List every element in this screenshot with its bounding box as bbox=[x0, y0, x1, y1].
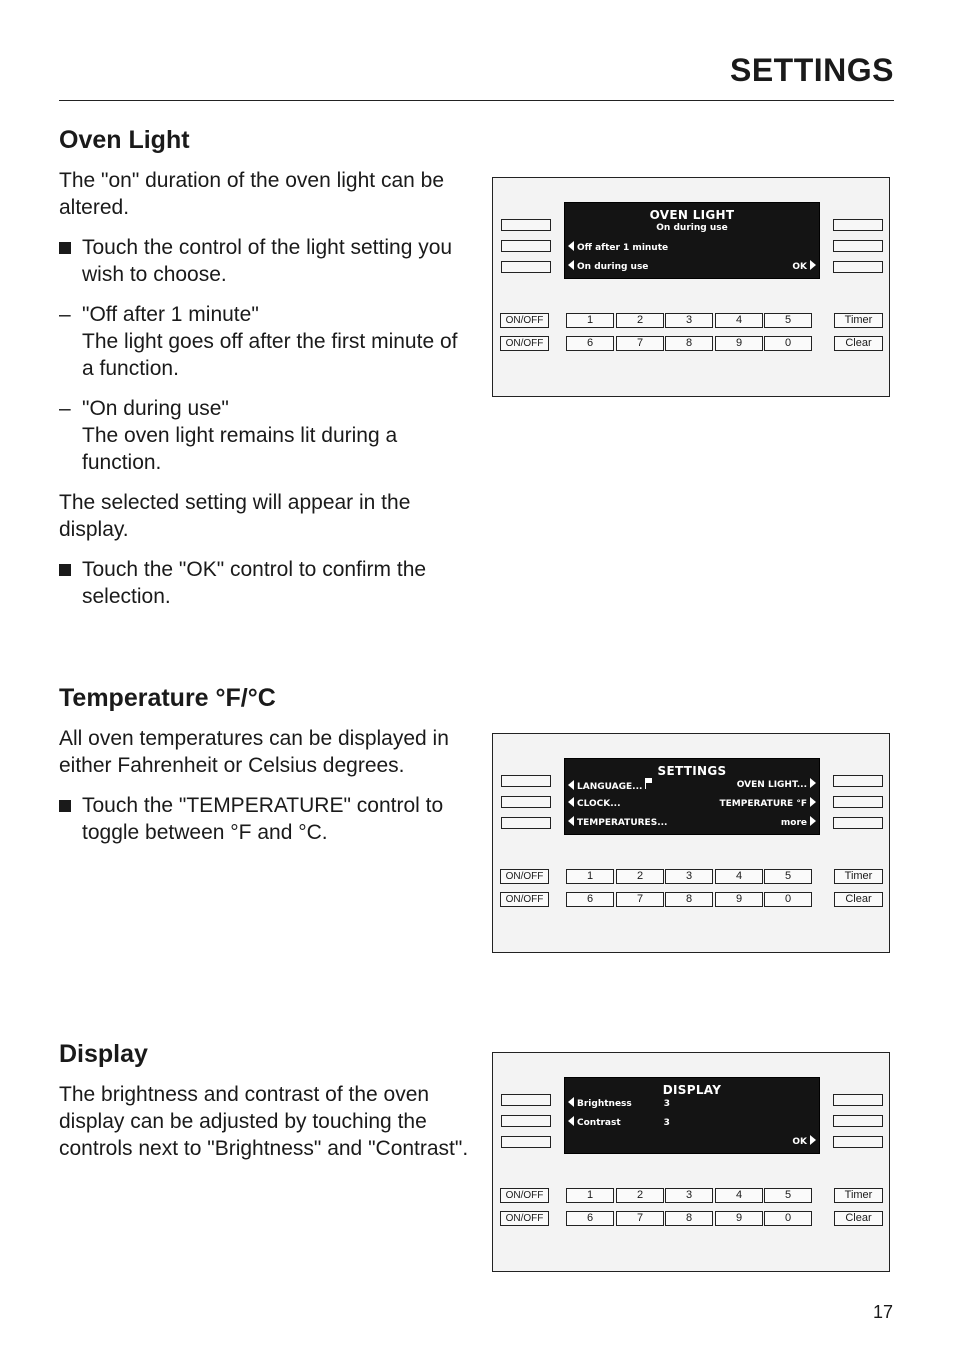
display-heading: Display bbox=[59, 1040, 148, 1068]
on-off-button[interactable]: ON/OFF bbox=[500, 869, 549, 884]
key-5[interactable]: 5 bbox=[764, 1188, 812, 1203]
right-softkey-3[interactable] bbox=[833, 1136, 883, 1148]
oven-light-option-1 bbox=[59, 301, 469, 382]
left-softkey-2[interactable] bbox=[501, 796, 551, 808]
left-softkey-1[interactable] bbox=[501, 1094, 551, 1106]
key-8[interactable]: 8 bbox=[665, 336, 713, 351]
right-softkey-3[interactable] bbox=[833, 261, 883, 273]
timer-button[interactable]: Timer bbox=[834, 1188, 883, 1203]
key-4[interactable]: 4 bbox=[715, 869, 763, 884]
contrast-value: 3 bbox=[663, 1118, 670, 1128]
arrow-right-icon bbox=[810, 1135, 816, 1145]
key-9[interactable]: 9 bbox=[715, 1211, 763, 1226]
on-off-button[interactable]: ON/OFF bbox=[500, 1211, 549, 1226]
key-2[interactable]: 2 bbox=[616, 313, 664, 328]
bullet-square-icon bbox=[59, 800, 71, 812]
screen-option-contrast[interactable]: Contrast 3 bbox=[568, 1116, 670, 1128]
oven-light-heading: Oven Light bbox=[59, 126, 190, 154]
key-3[interactable]: 3 bbox=[665, 869, 713, 884]
key-3[interactable]: 3 bbox=[665, 313, 713, 328]
arrow-left-icon bbox=[568, 241, 574, 251]
screen-option-off-after-1-minute[interactable]: Off after 1 minute bbox=[568, 241, 668, 253]
page-title: SETTINGS bbox=[729, 52, 894, 88]
arrow-right-icon bbox=[810, 797, 816, 807]
left-softkey-3[interactable] bbox=[501, 817, 551, 829]
key-0[interactable]: 0 bbox=[764, 336, 812, 351]
screen-option-brightness[interactable]: Brightness 3 bbox=[568, 1097, 670, 1109]
on-off-button[interactable]: ON/OFF bbox=[500, 336, 549, 351]
dash-marker: – bbox=[59, 397, 71, 420]
key-2[interactable]: 2 bbox=[616, 869, 664, 884]
screen-option-ok[interactable]: OK bbox=[792, 260, 816, 272]
on-off-button[interactable]: ON/OFF bbox=[500, 313, 549, 328]
timer-button[interactable]: Timer bbox=[834, 313, 883, 328]
timer-button[interactable]: Timer bbox=[834, 869, 883, 884]
arrow-left-icon bbox=[568, 816, 574, 826]
key-1[interactable]: 1 bbox=[566, 869, 614, 884]
oven-light-control-panel bbox=[492, 177, 890, 397]
oven-display-screen bbox=[564, 1077, 820, 1154]
oven-display-screen bbox=[564, 202, 820, 279]
temperature-intro: All oven temperatures can be displayed in either Fahrenheit or Celsius degrees. bbox=[59, 727, 449, 777]
screen-option-ok[interactable]: OK bbox=[792, 1135, 816, 1147]
key-7[interactable]: 7 bbox=[616, 1211, 664, 1226]
bullet-square-icon bbox=[59, 242, 71, 254]
oven-light-step-2-text: Touch the "OK" control to confirm the selection. bbox=[82, 558, 427, 608]
right-softkey-1[interactable] bbox=[833, 775, 883, 787]
oven-light-step-1-text: Touch the control of the light setting you wish to choose. bbox=[82, 236, 453, 286]
oven-light-section bbox=[59, 125, 469, 623]
arrow-left-icon bbox=[568, 797, 574, 807]
key-7[interactable]: 7 bbox=[616, 892, 664, 907]
left-softkey-2[interactable] bbox=[501, 240, 551, 252]
option-2-description: The oven light remains lit during a function. bbox=[82, 424, 398, 474]
oven-light-option-2 bbox=[59, 395, 469, 476]
arrow-left-icon bbox=[568, 1097, 574, 1107]
temperature-step-1 bbox=[59, 792, 474, 846]
screen-title: DISPLAY bbox=[662, 1083, 722, 1097]
key-6[interactable]: 6 bbox=[566, 336, 614, 351]
screen-option-temperatures[interactable]: TEMPERATURES... bbox=[568, 816, 667, 828]
left-softkey-3[interactable] bbox=[501, 261, 551, 273]
temperature-section bbox=[59, 683, 474, 859]
right-softkey-3[interactable] bbox=[833, 817, 883, 829]
on-off-button[interactable]: ON/OFF bbox=[500, 1188, 549, 1203]
key-3[interactable]: 3 bbox=[665, 1188, 713, 1203]
left-softkey-2[interactable] bbox=[501, 1115, 551, 1127]
screen-option-more[interactable]: more bbox=[781, 816, 816, 828]
right-softkey-2[interactable] bbox=[833, 1115, 883, 1127]
temperature-heading: Temperature °F/°C bbox=[59, 684, 276, 712]
display-intro: The brightness and contrast of the oven display can be adjusted by touching the controls next to "Brightness" and "Contrast". bbox=[59, 1083, 469, 1160]
arrow-right-icon bbox=[810, 816, 816, 826]
arrow-left-icon bbox=[568, 260, 574, 270]
option-1-name: "Off after 1 minute" bbox=[82, 303, 259, 326]
right-softkey-1[interactable] bbox=[833, 219, 883, 231]
oven-display-screen bbox=[564, 758, 820, 835]
left-softkey-3[interactable] bbox=[501, 1136, 551, 1148]
key-1[interactable]: 1 bbox=[566, 313, 614, 328]
clear-button[interactable]: Clear bbox=[834, 892, 883, 907]
oven-light-step-2 bbox=[59, 556, 469, 610]
key-8[interactable]: 8 bbox=[665, 1211, 713, 1226]
screen-option-temperature-unit[interactable]: TEMPERATURE °F bbox=[720, 797, 817, 809]
clear-button[interactable]: Clear bbox=[834, 1211, 883, 1226]
key-4[interactable]: 4 bbox=[715, 313, 763, 328]
option-1-description: The light goes off after the first minute of a function. bbox=[82, 330, 458, 380]
key-5[interactable]: 5 bbox=[764, 869, 812, 884]
left-softkey-1[interactable] bbox=[501, 775, 551, 787]
key-9[interactable]: 9 bbox=[715, 892, 763, 907]
screen-option-language[interactable]: LANGUAGE... bbox=[568, 778, 652, 792]
arrow-right-icon bbox=[810, 778, 816, 788]
temperature-control-panel bbox=[492, 733, 890, 953]
on-off-button[interactable]: ON/OFF bbox=[500, 892, 549, 907]
key-6[interactable]: 6 bbox=[566, 1211, 614, 1226]
screen-option-oven-light[interactable]: OVEN LIGHT... bbox=[737, 778, 816, 790]
screen-title: OVEN LIGHT bbox=[649, 208, 735, 222]
oven-light-note: The selected setting will appear in the display. bbox=[59, 491, 411, 541]
oven-light-intro: The "on" duration of the oven light can be altered. bbox=[59, 169, 445, 219]
screen-option-clock[interactable]: CLOCK... bbox=[568, 797, 621, 809]
left-softkey-1[interactable] bbox=[501, 219, 551, 231]
right-softkey-1[interactable] bbox=[833, 1094, 883, 1106]
right-softkey-2[interactable] bbox=[833, 240, 883, 252]
key-7[interactable]: 7 bbox=[616, 336, 664, 351]
arrow-left-icon bbox=[568, 780, 574, 790]
dash-marker: – bbox=[59, 303, 71, 326]
screen-title: SETTINGS bbox=[657, 764, 727, 778]
arrow-right-icon bbox=[810, 260, 816, 270]
key-2[interactable]: 2 bbox=[616, 1188, 664, 1203]
temperature-step-1-text: Touch the "TEMPERATURE" control to toggle between °F and °C. bbox=[82, 794, 444, 844]
key-0[interactable]: 0 bbox=[764, 1211, 812, 1226]
key-8[interactable]: 8 bbox=[665, 892, 713, 907]
arrow-left-icon bbox=[568, 1116, 574, 1126]
key-5[interactable]: 5 bbox=[764, 313, 812, 328]
key-0[interactable]: 0 bbox=[764, 892, 812, 907]
brightness-value: 3 bbox=[663, 1099, 671, 1109]
title-divider bbox=[59, 100, 894, 101]
right-softkey-2[interactable] bbox=[833, 796, 883, 808]
display-section bbox=[59, 1039, 471, 1175]
key-4[interactable]: 4 bbox=[715, 1188, 763, 1203]
option-2-name: "On during use" bbox=[82, 397, 229, 420]
key-9[interactable]: 9 bbox=[715, 336, 763, 351]
screen-subtitle: On during use bbox=[656, 223, 728, 233]
flag-icon bbox=[645, 778, 652, 789]
screen-option-on-during-use[interactable]: On during use bbox=[568, 260, 648, 272]
page-number: 17 bbox=[872, 1302, 893, 1322]
bullet-square-icon bbox=[59, 564, 71, 576]
clear-button[interactable]: Clear bbox=[834, 336, 883, 351]
key-6[interactable]: 6 bbox=[566, 892, 614, 907]
display-control-panel bbox=[492, 1052, 890, 1272]
key-1[interactable]: 1 bbox=[566, 1188, 614, 1203]
oven-light-step-1 bbox=[59, 234, 469, 288]
